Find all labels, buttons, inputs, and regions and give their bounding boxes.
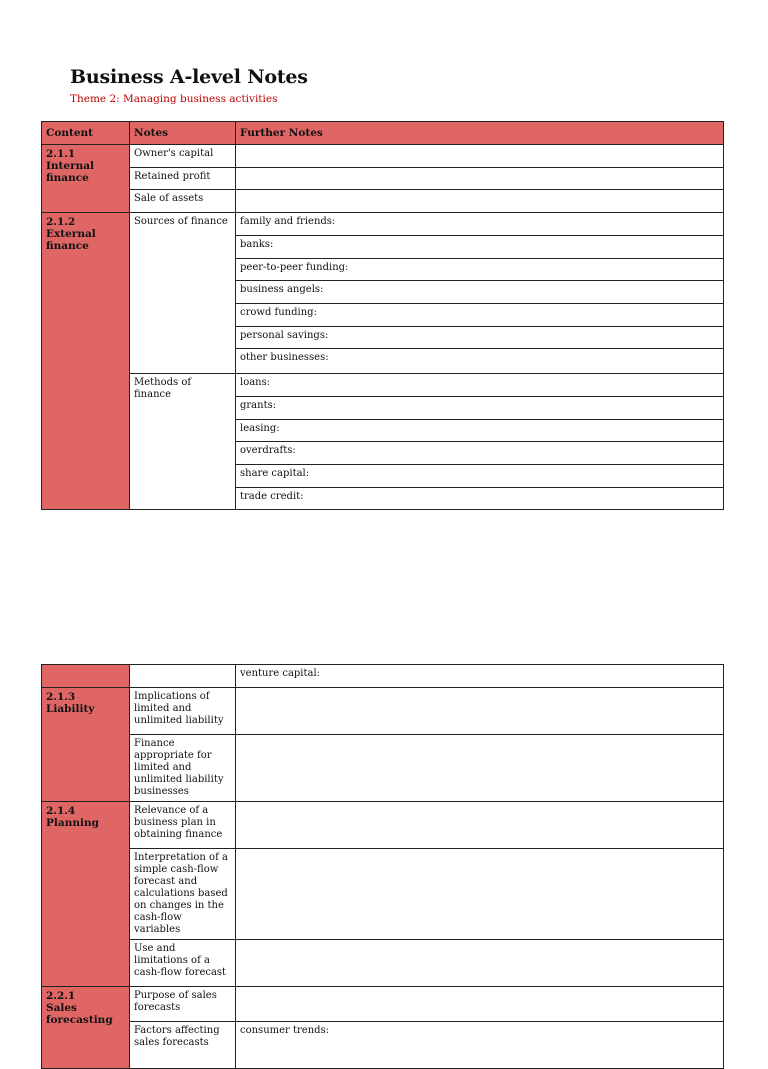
- further-notes-cell[interactable]: banks:: [236, 236, 724, 259]
- header-notes: Notes: [130, 122, 236, 145]
- table-row: [42, 688, 724, 735]
- further-notes-cell[interactable]: consumer trends:: [236, 1022, 724, 1069]
- page-subtitle: Theme 2: Managing business activities: [70, 93, 278, 105]
- header-further-notes: Further Notes: [236, 122, 724, 145]
- further-notes-cell[interactable]: [236, 987, 724, 1022]
- notes-cell: Sale of assets: [130, 190, 236, 213]
- table-row: [42, 168, 724, 190]
- notes-cell: Relevance of a business plan in obtaining finance: [130, 802, 236, 849]
- further-notes-cell[interactable]: leasing:: [236, 420, 724, 442]
- further-notes-cell[interactable]: [236, 145, 724, 168]
- further-notes-cell[interactable]: loans:: [236, 374, 724, 397]
- further-notes-cell[interactable]: [236, 735, 724, 802]
- section-name: External finance: [46, 228, 96, 252]
- notes-cell: [130, 665, 236, 688]
- further-notes-cell[interactable]: venture capital:: [236, 665, 724, 688]
- further-notes-cell[interactable]: [236, 940, 724, 987]
- notes-cell: Implications of limited and unlimited liability: [130, 688, 236, 735]
- table-row: [42, 849, 724, 940]
- header-content: Content: [42, 122, 130, 145]
- section-name: Sales forecasting: [46, 1002, 113, 1026]
- page-title: Business A-level Notes: [70, 66, 308, 88]
- section-2-1-2: [42, 213, 130, 510]
- table-row: [42, 145, 724, 168]
- section-name: Internal finance: [46, 160, 95, 184]
- further-notes-cell[interactable]: [236, 168, 724, 190]
- table-row: [42, 665, 724, 688]
- section-name: Liability: [46, 703, 95, 715]
- further-notes-cell[interactable]: [236, 688, 724, 735]
- further-notes-cell[interactable]: personal savings:: [236, 327, 724, 349]
- notes-cell: Finance appropriate for limited and unlimited liability businesses: [130, 735, 236, 802]
- table-row: [42, 940, 724, 987]
- notes-table-2: [41, 664, 724, 1069]
- table-row: [42, 213, 724, 236]
- notes-cell: Retained profit: [130, 168, 236, 190]
- further-notes-cell[interactable]: family and friends:: [236, 213, 724, 236]
- further-notes-cell[interactable]: peer-to-peer funding:: [236, 259, 724, 281]
- table-row: [42, 735, 724, 802]
- section-continued: [42, 665, 130, 688]
- table-row: [42, 190, 724, 213]
- section-name: Planning: [46, 817, 99, 829]
- notes-cell: Owner's capital: [130, 145, 236, 168]
- notes-cell: Factors affecting sales forecasts: [130, 1022, 236, 1069]
- section-code: 2.1.2: [46, 216, 76, 228]
- section-code: 2.1.4: [46, 805, 76, 817]
- further-notes-cell[interactable]: crowd funding:: [236, 304, 724, 327]
- notes-cell: Use and limitations of a cash-flow forecast: [130, 940, 236, 987]
- notes-cell: Purpose of sales forecasts: [130, 987, 236, 1022]
- section-2-1-3: [42, 688, 130, 802]
- further-notes-cell[interactable]: overdrafts:: [236, 442, 724, 465]
- table-row: [42, 987, 724, 1022]
- further-notes-cell[interactable]: [236, 849, 724, 940]
- table-header-row: [42, 122, 724, 145]
- section-2-2-1: [42, 987, 130, 1069]
- notes-cell: Interpretation of a simple cash-flow forecast and calculations based on changes in the cash-flow variables: [130, 849, 236, 940]
- further-notes-cell[interactable]: trade credit:: [236, 488, 724, 510]
- notes-table-1: [41, 121, 724, 510]
- further-notes-cell[interactable]: [236, 190, 724, 213]
- further-notes-cell[interactable]: grants:: [236, 397, 724, 420]
- section-2-1-1: [42, 145, 130, 213]
- notes-cell-methods: Methods of finance: [130, 374, 236, 510]
- table-row: [42, 802, 724, 849]
- table-row: [42, 1022, 724, 1069]
- further-notes-cell[interactable]: other businesses:: [236, 349, 724, 374]
- section-code: 2.1.3: [46, 691, 76, 703]
- section-2-1-4: [42, 802, 130, 987]
- notes-cell-sources: Sources of finance: [130, 213, 236, 374]
- section-code: 2.1.1: [46, 148, 76, 160]
- further-notes-cell[interactable]: [236, 802, 724, 849]
- table-row: [42, 374, 724, 397]
- further-notes-cell[interactable]: business angels:: [236, 281, 724, 304]
- further-notes-cell[interactable]: share capital:: [236, 465, 724, 488]
- section-code: 2.2.1: [46, 990, 76, 1002]
